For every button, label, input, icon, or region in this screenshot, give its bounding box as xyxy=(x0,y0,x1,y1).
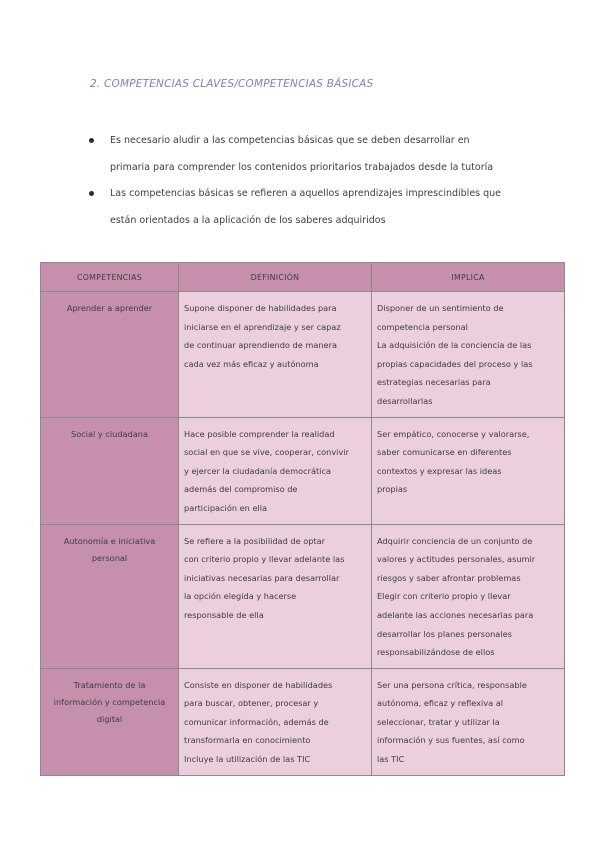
cell-line: Social y ciudadana xyxy=(71,428,148,439)
cell-line: Autonomía e iniciativa xyxy=(63,535,156,546)
bullet-dot-icon xyxy=(89,138,94,143)
implica-cell xyxy=(372,417,565,524)
bullet-line: Es necesario aludir a las competencias básicas que se deben desarrollar en xyxy=(110,135,470,146)
header-competencias: COMPETENCIAS xyxy=(41,263,179,292)
cell-line: autónoma, eficaz y reflexiva al xyxy=(377,698,504,709)
header-implica: IMPLICA xyxy=(372,263,565,292)
competencia-cell xyxy=(41,668,179,775)
implica-cell xyxy=(372,292,565,418)
cell-line: propias capacidades del proceso y las xyxy=(377,358,533,369)
cell-line: información y sus fuentes, así como xyxy=(377,735,525,746)
cell-line: la opción elegida y hacerse xyxy=(184,591,297,602)
cell-line: información y competencia xyxy=(53,696,166,707)
cell-line: para buscar, obtener, procesar y xyxy=(184,698,319,709)
bullet-item xyxy=(86,128,536,181)
cell-line: social en que se vive, cooperar, convivir xyxy=(184,447,349,458)
cell-line: Ser una persona crítica, responsable xyxy=(377,679,527,690)
cell-line: desarrollar los planes personales xyxy=(377,628,512,639)
cell-line: digital xyxy=(96,713,123,724)
cell-line: responsable de ella xyxy=(184,609,264,620)
definicion-cell xyxy=(179,292,372,418)
cell-line: Consiste en disponer de habilidades xyxy=(184,679,333,690)
cell-line: Disponer de un sentimiento de xyxy=(377,303,504,313)
cell-line: con criterio propio y llevar adelante las xyxy=(184,554,345,565)
competencia-cell xyxy=(41,524,179,668)
cell-line: Aprender a aprender xyxy=(66,303,153,313)
cell-line: las TIC xyxy=(377,754,405,765)
cell-line: Hace posible comprender la realidad xyxy=(184,428,335,439)
cell-line: iniciarse en el aprendizaje y ser capaz xyxy=(184,321,341,332)
bullet-line: están orientados a la aplicación de los saberes adquiridos xyxy=(110,214,386,226)
section-heading: 2. COMPETENCIAS CLAVES/COMPETENCIAS BÁSICAS xyxy=(90,78,374,90)
bullet-line: primaria para comprender los contenidos prioritarios trabajados desde la tutoría xyxy=(110,161,494,173)
cell-line: transformarla en conocimiento xyxy=(184,735,311,746)
table-row xyxy=(41,292,565,418)
cell-line: desarrollarlas xyxy=(377,395,433,406)
implica-cell xyxy=(372,668,565,775)
definicion-cell xyxy=(179,668,372,775)
competencia-cell xyxy=(41,417,179,524)
cell-line: responsabilizándose de ellos xyxy=(377,647,495,658)
cell-line: contextos y expresar las ideas xyxy=(377,465,502,476)
bullet-list xyxy=(86,128,536,234)
cell-line: saber comunicarse en diferentes xyxy=(377,447,512,458)
cell-line: participación en ella xyxy=(184,502,268,513)
cell-line: iniciativas necesarias para desarrollar xyxy=(184,572,340,583)
cell-line: adelante las acciones necesarias para xyxy=(377,609,534,620)
table-row xyxy=(41,417,565,524)
table-row xyxy=(41,524,565,668)
cell-line: Se refiere a la posibilidad de optar xyxy=(184,535,326,546)
bullet-line: Las competencias básicas se refieren a aquellos aprendizajes imprescindibles que xyxy=(110,188,502,199)
definicion-cell xyxy=(179,417,372,524)
cell-line: Elegir con criterio propio y llevar xyxy=(377,591,511,602)
header-definicion: DEFINICIÓN xyxy=(179,263,372,292)
table-header-row xyxy=(41,263,565,292)
cell-line: La adquisición de la conciencia de las xyxy=(377,340,532,351)
bullet-dot-icon xyxy=(89,191,94,196)
cell-line: riesgos y saber afrontar problemas xyxy=(377,572,521,583)
cell-line: Incluye la utilización de las TIC xyxy=(184,754,311,765)
definicion-cell xyxy=(179,524,372,668)
cell-line: Ser empático, conocerse y valorarse, xyxy=(377,428,530,439)
cell-line: además del compromiso de xyxy=(184,484,298,495)
cell-line: Supone disponer de habilidades para xyxy=(184,303,337,313)
cell-line: competencia personal xyxy=(377,321,468,332)
cell-line: comunicar información, además de xyxy=(184,716,329,727)
cell-line: Adquirir conciencia de un conjunto de xyxy=(377,535,533,546)
competencias-table xyxy=(40,262,565,776)
implica-cell xyxy=(372,524,565,668)
competencia-cell xyxy=(41,292,179,418)
cell-line: Tratamiento de la xyxy=(73,679,146,690)
table-row xyxy=(41,668,565,775)
cell-line: estrategias necesarias para xyxy=(377,377,491,388)
cell-line: de continuar aprendiendo de manera xyxy=(184,340,337,351)
cell-line: valores y actitudes personales, asumir xyxy=(377,554,536,565)
cell-line: y ejercer la ciudadanía democrática xyxy=(184,465,331,476)
bullet-item xyxy=(86,181,536,234)
cell-line: propias xyxy=(377,484,408,495)
cell-line: personal xyxy=(91,552,128,563)
cell-line: cada vez más eficaz y autónoma xyxy=(184,358,319,369)
cell-line: seleccionar, tratar y utilizar la xyxy=(377,716,500,727)
